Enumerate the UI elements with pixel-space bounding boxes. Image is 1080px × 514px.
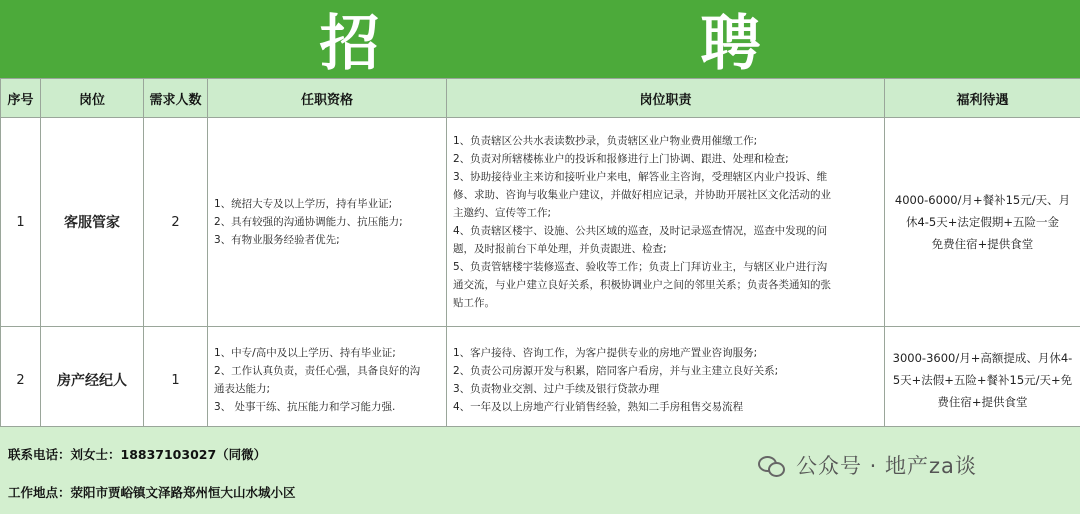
- benefit-line: 5天+法假+五险+餐补15元/天+免: [887, 369, 1078, 391]
- benefit-line: 费住宿+提供食堂: [887, 391, 1078, 413]
- duty-line: 3、协助接待业主来访和接听业户来电，解答业主咨询，受理辖区内业户投诉、维: [453, 168, 880, 186]
- duty-line: 4、负责辖区楼宇、设施、公共区域的巡查，及时记录巡查情况，巡查中发现的问: [453, 222, 880, 240]
- job-table: [0, 78, 1080, 434]
- contact-footer: [0, 426, 1080, 514]
- row-duties: [447, 327, 885, 434]
- qualification-item: 3、 处事干练、抗压能力和学习能力强.: [214, 398, 442, 416]
- qualification-item: 3、有物业服务经验者优先;: [214, 231, 442, 249]
- work-address: 工作地点：荥阳市贾峪镇文泽路郑州恒大山水城小区: [8, 483, 296, 501]
- benefit-line: 3000-3600/月+高额提成、月休4-: [887, 347, 1078, 369]
- table-row: [1, 118, 1080, 327]
- benefit-line: 免费住宿+提供食堂: [887, 233, 1078, 255]
- row-benefits: [885, 327, 1080, 434]
- duty-line: 修、求助、咨询与收集业户建议，并做好相应记录，并协助开展社区文化活动的业: [453, 186, 880, 204]
- header-qualifications: 任职资格: [208, 79, 447, 118]
- row-duties: [447, 118, 885, 327]
- contact-phone: 联系电话：刘女士：18837103027（同微）: [8, 445, 266, 463]
- benefit-line: 休4-5天+法定假期+五险一金: [887, 211, 1078, 233]
- row-position: 客服管家: [41, 118, 144, 327]
- qualification-item: 1、统招大专及以上学历，持有毕业证;: [214, 195, 442, 213]
- header-headcount: 需求人数: [144, 79, 208, 118]
- qualification-item: 2、工作认真负责，责任心强，具备良好的沟: [214, 362, 442, 380]
- qualification-item: 2、具有较强的沟通协调能力、抗压能力;: [214, 213, 442, 231]
- row-qualifications: [208, 327, 447, 434]
- header-duties: 岗位职责: [447, 79, 885, 118]
- page-title: 招 聘: [170, 0, 911, 82]
- row-position: 房产经纪人: [41, 327, 144, 434]
- row-seq: 1: [1, 118, 41, 327]
- duty-line: 贴工作。: [453, 294, 880, 312]
- title-banner: [0, 0, 1080, 78]
- duty-line: 2、负责公司房源开发与积累，陪同客户看房，并与业主建立良好关系;: [453, 362, 880, 380]
- row-benefits: [885, 118, 1080, 327]
- qualification-item: 1、中专/高中及以上学历、持有毕业证;: [214, 344, 442, 362]
- qualification-item: 通表达能力;: [214, 380, 442, 398]
- row-headcount: 2: [144, 118, 208, 327]
- header-position: 岗位: [41, 79, 144, 118]
- duty-line: 题，及时报前台下单处理，并负责跟进、检查;: [453, 240, 880, 258]
- duty-line: 通交流，与业户建立良好关系，积极协调业户之间的邻里关系；负责各类通知的张: [453, 276, 880, 294]
- duty-line: 主邀约、宣传等工作;: [453, 204, 880, 222]
- benefit-line: 4000-6000/月+餐补15元/天、月: [887, 189, 1078, 211]
- duty-line: 1、客户接待、咨询工作，为客户提供专业的房地产置业咨询服务;: [453, 344, 880, 362]
- watermark-text: 公众号 · 地产za谈: [796, 450, 977, 480]
- row-headcount: 1: [144, 327, 208, 434]
- header-seq: 序号: [1, 79, 41, 118]
- duty-line: 3、负责物业交割、过户手续及银行贷款办理: [453, 380, 880, 398]
- watermark: [758, 445, 977, 485]
- duty-line: 4、一年及以上房地产行业销售经验，熟知二手房租售交易流程: [453, 398, 880, 416]
- duty-line: 2、负责对所辖楼栋业户的投诉和报修进行上门协调、跟进、处理和检查;: [453, 150, 880, 168]
- wechat-icon: [758, 454, 786, 476]
- header-benefits: 福利待遇: [885, 79, 1080, 118]
- duty-line: 1、负责辖区公共水表读数抄录，负责辖区业户物业费用催缴工作;: [453, 132, 880, 150]
- row-seq: 2: [1, 327, 41, 434]
- table-header-row: [1, 79, 1080, 118]
- table-row: [1, 327, 1080, 434]
- duty-line: 5、负责管辖楼宇装修巡查、验收等工作；负责上门拜访业主，与辖区业户进行沟: [453, 258, 880, 276]
- row-qualifications: [208, 118, 447, 327]
